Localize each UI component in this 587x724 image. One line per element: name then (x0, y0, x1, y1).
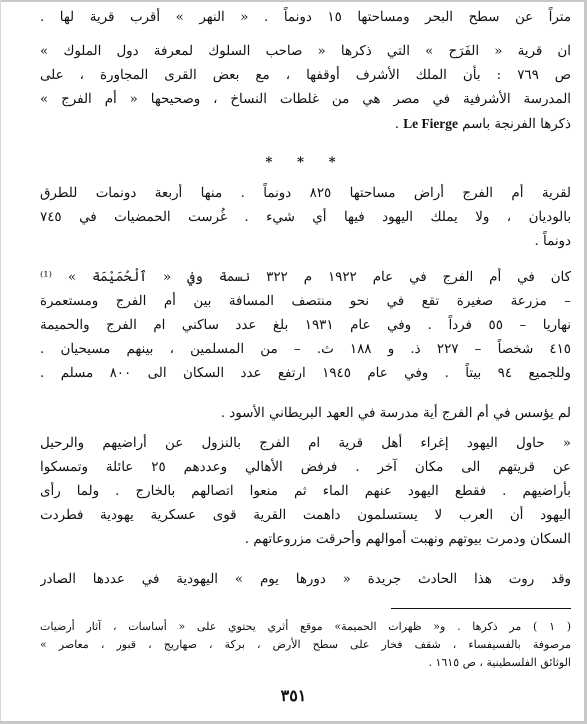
frame-top-border (0, 0, 587, 2)
paragraph-school (40, 402, 571, 426)
page-number: ٣٥١ (280, 686, 307, 705)
footnote-line: مرصوفة بالفسيفساء ، شقف فخار على سطح الأرض ، بركة ، صهاريج ، قبور ، معاصر » (40, 638, 571, 651)
paragraph-elevation (40, 6, 571, 30)
paragraph-population (40, 266, 571, 386)
text-line: بالوديان ، ولا يملك اليهود فيها أي شيء . غُرست الحمضيات في ٧٤٥ (40, 210, 571, 225)
text-line: كان في أم الفرج في عام ١٩٢٢ م ٣٢٢ نسمة وفي « ٱلْحُمَيْمَة » ⁽¹⁾ (40, 270, 571, 285)
crusader-name-latin: Le Fierge (403, 116, 458, 131)
text-line: « حاول اليهود إغراء أهل قرية ام الفرج بالنزول عن أراضيهم والرحيل (40, 436, 571, 451)
paragraph-newspaper (40, 568, 571, 592)
footnote-line: ( ١ ) مر ذكرها . و« ظهرات الحميمة» موقع أثري يحتوي على « أساسات ، آثار أرضيات (40, 620, 571, 633)
section-separator: * * * (265, 154, 346, 170)
text-line: ٤١٥ شخصاً – ٢٢٧ ذ. و ١٨٨ ث. – من المسلمين ، بينهم مسيحيان . (40, 342, 571, 357)
paragraph-attack (40, 432, 571, 552)
text-line: ان قرية « الفَرَح » التي ذكرها « صاحب السلوك لمعرفة دول الملوك » (40, 44, 571, 59)
text-line: – مزرعة صغيرة تقع في نحو منتصف المسافة بين أم الفرج ومستعمرة (40, 294, 571, 309)
footnote-line: الوثائق الفلسطينية ، ص ١٦١٥ . (428, 656, 571, 669)
footnote (40, 618, 571, 672)
frame-left-border (0, 0, 1, 724)
text-line: دونماً . (534, 234, 571, 249)
text-line: المدرسة الأشرفية في مصر هي من غلطات النساخ ، وصحيحها « أم الفرج » (40, 92, 571, 107)
footnote-rule (391, 608, 571, 609)
text-line: وللجميع ٩٤ بيتاً . وفي عام ١٩٤٥ ارتفع عدد السكان الى ٨٠٠ مسلم . (40, 366, 571, 381)
text-line: ص ٧٦٩ : بأن الملك الأشرف أوقفها ، مع بعض القرى المجاورة ، على (40, 68, 571, 83)
text-line: لم يؤسس في أم الفرج أية مدرسة في العهد البريطاني الأسود . (220, 406, 571, 421)
crusader-name-end: . (394, 117, 399, 132)
text-line: السكان ودمرت بيوتهم ونهبت أموالهم وأحرقت مزروعاتهم . (244, 532, 571, 547)
text-line: بأراضيهم . فقطع اليهود عنهم الماء ثم منعوا اتصالهم بالخارج . ولما رأى (40, 484, 571, 499)
text-line: وقد روت هذا الحادث جريدة « دورها يوم » اليهودية في عددها الصادر (40, 572, 571, 587)
text-line: اليهود أن العرب لا يستسلمون داهمت القرية قوى عسكرية يهودية فطردت (40, 508, 571, 523)
text-line: عن قريتهم الى مكان آخر . فرفض الأهالي وعددهم ٢٥ عائلة وتمسكوا (40, 460, 571, 475)
text-line: متراً عن سطح البحر ومساحتها ١٥ دونماً . « النهر » أقرب قرية لها . (40, 10, 571, 25)
text-line: نهاريا – ٥٥ فرداً . وفي عام ١٩٣١ بلغ عدد ساكني ام الفرج والحميمة (40, 318, 571, 333)
paragraph-village-name (40, 40, 571, 137)
text-line: لقرية أم الفرج أراض مساحتها ٨٢٥ دونماً . منها أربعة دونمات للطرق (40, 186, 571, 201)
crusader-name-prefix: ذكرها الفرنجة باسم (462, 117, 571, 132)
crusader-name-line (40, 112, 571, 137)
paragraph-lands (40, 182, 571, 254)
